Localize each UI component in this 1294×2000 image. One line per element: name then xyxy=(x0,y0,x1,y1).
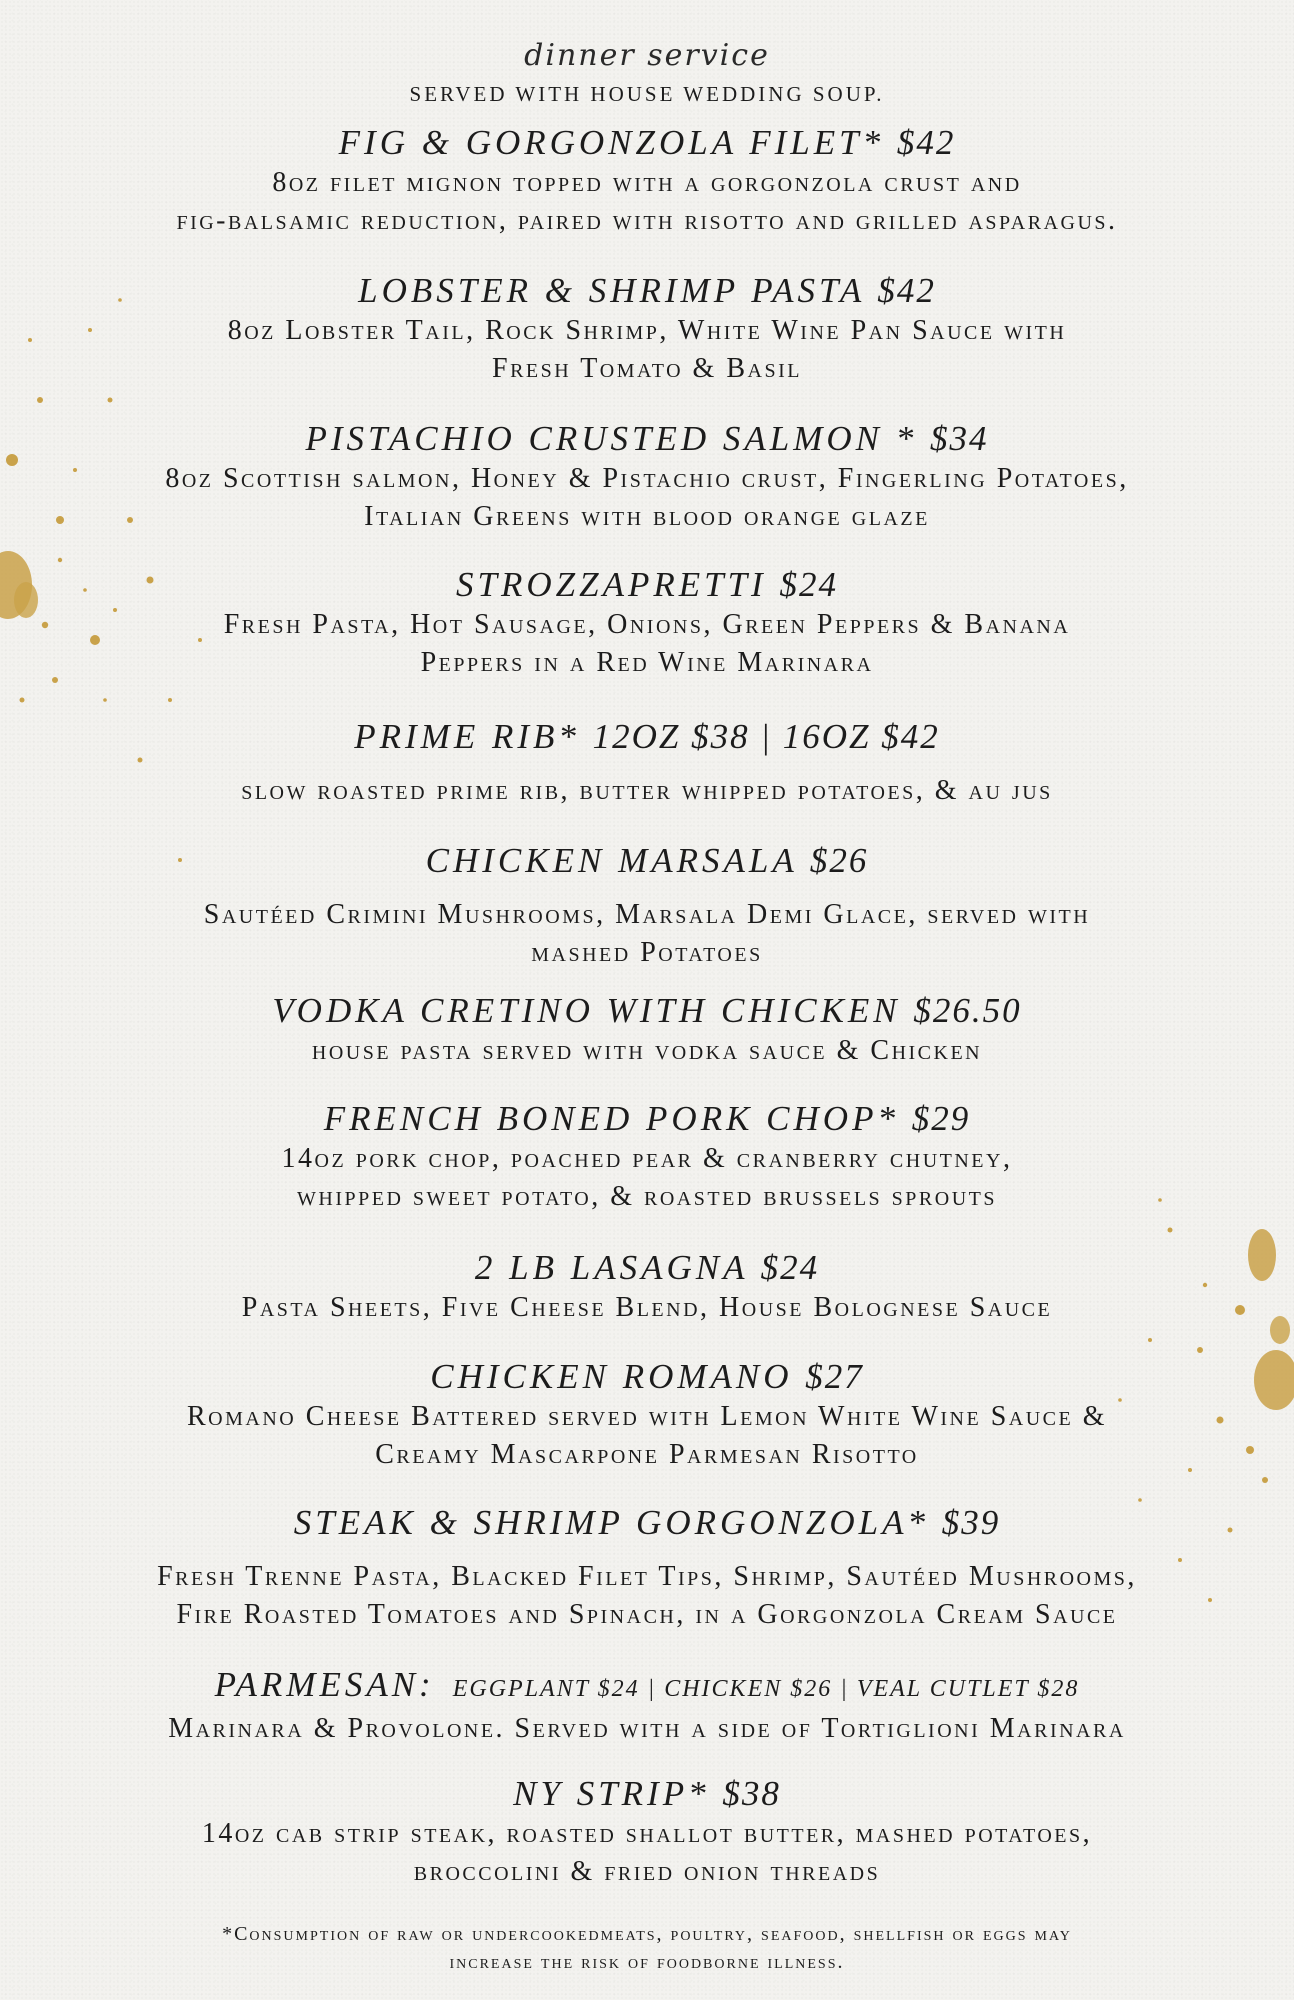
dish-description: Fresh Trenne Pasta, Blacked Filet Tips, Shrimp, Sautéed Mushrooms, xyxy=(157,1561,1137,1592)
dish-price: $26 xyxy=(809,841,869,880)
dish-price: $27 xyxy=(805,1357,864,1396)
menu-item xyxy=(0,1356,1294,1474)
dish-description: 8oz Scottish salmon, Honey & Pistachio crust, Fingerling Potatoes, xyxy=(165,463,1129,494)
menu-item xyxy=(0,1773,1294,1891)
dish-name: NY STRIP* xyxy=(513,1774,710,1813)
dish-description: fig-balsamic reduction, paired with risotto and grilled asparagus. xyxy=(176,205,1118,236)
dish-name: PRIME RIB* xyxy=(354,717,580,756)
dish-description: mashed Potatoes xyxy=(531,937,763,968)
dish-price: $34 xyxy=(930,419,989,458)
dish-price: EGGPLANT $24 | CHICKEN $26 | VEAL CUTLET $28 xyxy=(452,1676,1080,1702)
dish-price: $39 xyxy=(941,1503,1001,1542)
dish-description: Pasta Sheets, Five Cheese Blend, House Bolognese Sauce xyxy=(241,1292,1053,1323)
food-safety-disclaimer xyxy=(0,1920,1294,1976)
menu-item xyxy=(0,564,1294,682)
dish-name: VODKA CRETINO WITH CHICKEN xyxy=(272,991,901,1030)
dish-name: PARMESAN: xyxy=(214,1665,435,1704)
dish-description: 14oz cab strip steak, roasted shallot butter, mashed potatoes, xyxy=(201,1818,1093,1849)
dish-price: 12OZ $38 | 16OZ $42 xyxy=(592,717,940,756)
dish-name: STROZZAPRETTI xyxy=(456,565,767,604)
menu-item xyxy=(0,1247,1294,1327)
dish-description: broccolini & fried onion threads xyxy=(413,1856,881,1887)
dish-description: Sautéed Crimini Mushrooms, Marsala Demi Glace, served with xyxy=(203,899,1091,930)
dish-name: FRENCH BONED PORK CHOP* xyxy=(323,1099,899,1138)
dish-name: CHICKEN ROMANO xyxy=(430,1357,793,1396)
menu-item xyxy=(0,270,1294,388)
dish-price: $24 xyxy=(760,1248,820,1287)
dish-price: $26.50 xyxy=(913,991,1022,1030)
dish-description: house pasta served with vodka sauce & Chicken xyxy=(311,1035,983,1066)
section-script-title: dinner service xyxy=(524,38,770,73)
dish-name: STEAK & SHRIMP GORGONZOLA* xyxy=(293,1503,929,1542)
dish-description: 8oz Lobster Tail, Rock Shrimp, White Wine Pan Sauce with xyxy=(227,315,1067,346)
dish-description: Fire Roasted Tomatoes and Spinach, in a Gorgonzola Cream Sauce xyxy=(176,1599,1118,1630)
menu-item xyxy=(0,840,1294,972)
soup-note: SERVED WITH HOUSE WEDDING SOUP. xyxy=(409,82,885,106)
menu-item xyxy=(0,418,1294,536)
dish-price: $42 xyxy=(877,271,936,310)
dish-description: Italian Greens with blood orange glaze xyxy=(364,501,930,532)
menu-item xyxy=(0,1502,1294,1634)
dish-price: $42 xyxy=(896,123,956,162)
dish-price: $24 xyxy=(779,565,838,604)
disclaimer-line: increase the risk of foodborne illness. xyxy=(449,1951,845,1973)
dish-price: $29 xyxy=(911,1099,971,1138)
dish-description: Creamy Mascarpone Parmesan Risotto xyxy=(375,1439,919,1470)
dish-description: Fresh Pasta, Hot Sausage, Onions, Green Peppers & Banana xyxy=(223,609,1071,640)
dish-name: 2 LB LASAGNA xyxy=(474,1248,748,1287)
dish-name: CHICKEN MARSALA xyxy=(425,841,798,880)
dish-description: 14oz pork chop, poached pear & cranberry chutney, xyxy=(281,1143,1013,1174)
menu-item xyxy=(0,122,1294,240)
dish-description: Fresh Tomato & Basil xyxy=(492,353,802,384)
menu-item xyxy=(0,1664,1294,1748)
menu-item xyxy=(0,990,1294,1070)
dish-description: slow roasted prime rib, butter whipped potatoes, & au jus xyxy=(241,775,1053,806)
dish-description: 8oz filet mignon topped with a gorgonzola crust and xyxy=(272,167,1022,198)
dish-description: Romano Cheese Battered served with Lemon White Wine Sauce & xyxy=(186,1401,1108,1432)
dish-price: $38 xyxy=(722,1774,781,1813)
dish-name: FIG & GORGONZOLA FILET* xyxy=(338,123,885,162)
disclaimer-line: *Consumption of raw or undercookedmeats, poultry, seafood, shellfish or eggs may xyxy=(222,1923,1072,1945)
dish-description: Marinara & Provolone. Served with a side of Tortiglioni Marinara xyxy=(168,1713,1126,1744)
menu-item xyxy=(0,1098,1294,1216)
dish-description: Peppers in a Red Wine Marinara xyxy=(420,647,874,678)
dish-name: LOBSTER & SHRIMP PASTA xyxy=(358,271,865,310)
menu-item xyxy=(0,716,1294,810)
dish-description: whipped sweet potato, & roasted brussels sprouts xyxy=(297,1181,997,1212)
dish-name: PISTACHIO CRUSTED SALMON * xyxy=(305,419,918,458)
